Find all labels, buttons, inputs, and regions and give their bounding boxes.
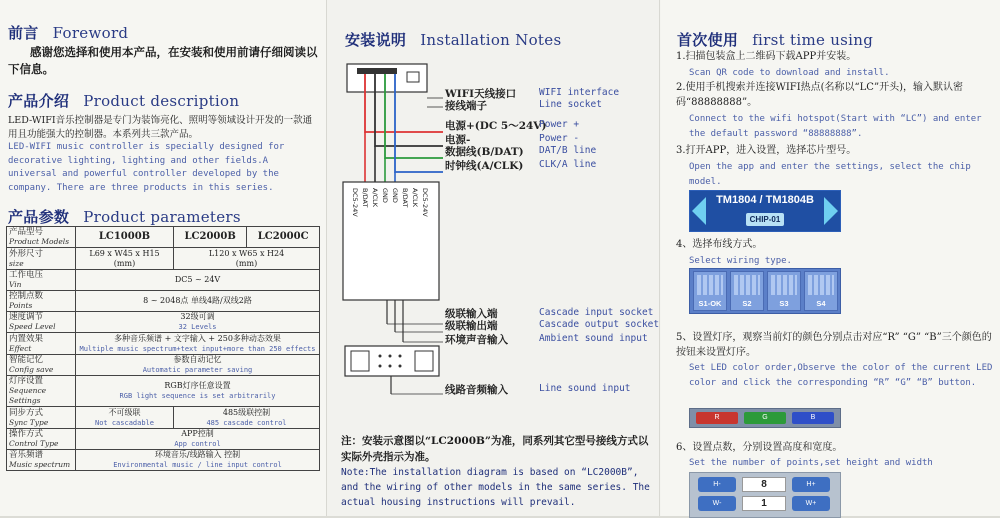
pin-label: DC5-24V — [421, 188, 429, 217]
install-label-en: Cascade input socket — [539, 307, 654, 318]
wiring-pattern — [808, 275, 834, 295]
step-1-en: Scan QR code to download and install. — [689, 68, 890, 78]
pin-label: A/CLK — [371, 188, 379, 208]
param-label — [7, 407, 76, 429]
terminal-block-top — [357, 68, 397, 74]
param-value — [76, 407, 174, 429]
param-value-cn: LC1000B — [98, 231, 151, 242]
param-label-cn: 内置效果 — [9, 333, 44, 344]
installation-note-en: Note:The installation diagram is based on “LC2000B”, and the wiring of other models in the same series. The actual housing instructions will prevail. — [341, 467, 650, 508]
param-value-en: 32 Levels — [178, 323, 217, 331]
product-description-en: LED-WIFI music controller is specially designed for decorative lighting, lighting and other fields.A universal and powerful controller developed by the company. There are three products in this series. — [8, 142, 285, 193]
param-label — [7, 450, 76, 471]
param-label-en: Points — [9, 301, 33, 310]
param-value-cn: 参数自动记忆 — [173, 355, 222, 364]
step-6-cn: 6、设置点数，分别设置高度和宽度。 — [676, 442, 843, 453]
wiring-option-label: S4 — [816, 299, 826, 308]
table-row — [7, 407, 320, 429]
param-label-en: Music spectrum — [9, 460, 71, 469]
param-value — [76, 291, 320, 312]
param-value-cn: RGB灯序任意设置 — [164, 381, 231, 390]
param-label-en: Product Models — [9, 237, 70, 246]
product-parameters-heading: 产品参数 Product parameters — [8, 208, 241, 226]
install-label-en: WIFI interface — [539, 87, 620, 98]
install-label-cn: 电源- — [445, 134, 471, 146]
table-row — [7, 333, 320, 355]
wiring-option-2[interactable] — [730, 271, 764, 311]
table-row — [7, 291, 320, 312]
param-value — [76, 376, 320, 407]
wiring-diagram — [335, 54, 445, 404]
param-value — [76, 450, 320, 471]
install-label-en: Line sound input — [539, 383, 631, 394]
chip-model-name: TM1804 / TM1804B — [716, 194, 814, 206]
pin-label: GND — [381, 188, 389, 203]
pin-label: B/DAT — [361, 188, 369, 208]
table-row — [7, 270, 320, 291]
table-row — [7, 312, 320, 333]
param-label — [7, 333, 76, 355]
step-4-en: Select wiring type. — [689, 256, 792, 266]
param-label — [7, 429, 76, 450]
width-value[interactable]: 1 — [742, 496, 786, 511]
table-row — [7, 227, 320, 248]
param-label — [7, 270, 76, 291]
param-label-cn: 智能记忆 — [9, 355, 44, 365]
param-label-cn: 操作方式 — [9, 429, 44, 439]
param-label-en: Effect — [9, 343, 32, 353]
param-value-cn: DC5 ~ 24V — [174, 275, 221, 284]
param-value-en: Multiple music spectrum+text input+more than 250 effects — [79, 344, 316, 353]
install-label-cn: 时钟线(A/CLK) — [445, 160, 524, 172]
param-label — [7, 291, 76, 312]
param-value — [76, 227, 174, 248]
wiring-option-1[interactable] — [693, 271, 727, 311]
param-value-en: 485 cascade control — [206, 418, 287, 427]
pin-label: GND — [391, 188, 399, 203]
param-value-cn: 环境音乐/线路输入 控制 — [154, 450, 241, 459]
param-label-en: Vin — [9, 280, 22, 289]
wiring-pattern — [734, 275, 760, 295]
install-label-en: Line socket — [539, 99, 602, 110]
wiring-option-label: S2 — [742, 299, 752, 308]
panel-foreword — [0, 0, 326, 516]
install-label-cn: WIFI天线接口 — [445, 88, 517, 100]
install-label-en: Power - — [539, 133, 580, 144]
width-plus-button[interactable]: W+ — [792, 496, 830, 511]
wiring-option-4[interactable] — [804, 271, 838, 311]
table-row — [7, 450, 320, 471]
wiring-pattern — [771, 275, 797, 295]
height-value[interactable]: 8 — [742, 477, 786, 492]
table-row — [7, 355, 320, 376]
width-row — [694, 496, 836, 511]
install-label-en: Cascade output socket — [539, 319, 660, 330]
installation-note-cn: 注：安装示意图以“LC2000B”为准，同系列其它型号接线方式以实际外壳指示为准。 — [341, 435, 649, 463]
param-label-cn: 工作电压 — [9, 270, 44, 280]
width-minus-button[interactable]: W- — [698, 496, 736, 511]
param-value-en: Not cascadable — [94, 418, 154, 427]
table-row — [7, 376, 320, 407]
param-label — [7, 355, 76, 376]
param-value — [247, 227, 320, 248]
step-1-cn: 1.扫描包装盒上二维码下载APP并安装。 — [676, 51, 857, 62]
pin-label: A/CLK — [411, 188, 419, 208]
rgb-button-b[interactable]: B — [792, 412, 834, 424]
chip-id-badge: CHIP-01 — [746, 213, 784, 226]
param-label-en: Sync Type — [9, 417, 49, 427]
rgb-button-g[interactable]: G — [744, 412, 786, 424]
param-value-en: App control — [174, 440, 221, 448]
param-value — [174, 227, 247, 248]
step-3-cn: 3.打开APP，进入设置，选择芯片型号。 — [676, 145, 857, 156]
rgb-button-r[interactable]: R — [696, 412, 738, 424]
first-use-heading: 首次使用 first time using — [677, 31, 874, 49]
install-label-cn: 级联输入端 — [445, 308, 498, 320]
chip-model-selector[interactable] — [689, 190, 841, 232]
points-setting — [689, 472, 841, 518]
install-label-cn: 线路音频输入 — [445, 384, 508, 396]
param-label-cn: 灯序设置 — [9, 376, 44, 386]
param-label-en: Config save — [9, 365, 54, 374]
installation-heading: 安装说明 Installation Notes — [345, 31, 562, 49]
product-description-cn: LED-WIFI音乐控制器是专门为装饰亮化、照明等领域设计开发的一款通用且功能强大的控制器。本系列共三款产品。 — [8, 115, 313, 140]
param-value-cn: LC2000C — [257, 231, 309, 242]
parameters-table — [6, 226, 320, 471]
height-minus-button[interactable]: H- — [698, 477, 736, 492]
param-label-cn: 产品型号 — [9, 227, 44, 237]
step-3-en: Open the app and enter the settings, select the chip model. — [689, 162, 971, 187]
foreword-heading: 前言 Foreword — [8, 24, 129, 42]
param-label-cn: 外形尺寸 — [9, 248, 44, 259]
install-label-en: Ambient sound input — [539, 333, 648, 344]
param-value-cn: 8 ~ 2048点 单线4路/双线2路 — [143, 296, 252, 305]
height-plus-button[interactable]: H+ — [792, 477, 830, 492]
param-label-en: Speed Level — [9, 322, 56, 331]
param-label-cn: 控制点数 — [9, 291, 44, 301]
param-value-cn: L120 x W65 x H24 (mm) — [208, 248, 285, 268]
pin-label: B/DAT — [401, 188, 409, 208]
param-value — [76, 333, 320, 355]
param-value-cn: LC2000B — [184, 231, 236, 242]
wiring-pattern — [697, 275, 723, 295]
param-value-cn: 485级联控制 — [222, 407, 271, 417]
param-value — [76, 270, 320, 291]
param-value — [174, 407, 320, 429]
install-label-cn: 数据线(B/DAT) — [445, 146, 524, 158]
wiring-option-label: S3 — [779, 299, 789, 308]
param-label-cn: 同步方式 — [9, 407, 44, 418]
param-label-cn: 音乐频谱 — [9, 450, 44, 460]
wiring-type-selector — [689, 268, 841, 314]
height-row — [694, 477, 836, 492]
param-label-en: Sequence Settings — [9, 386, 47, 405]
rgb-order-buttons — [689, 408, 841, 428]
wiring-option-3[interactable] — [767, 271, 801, 311]
install-label-en: CLK/A line — [539, 159, 597, 170]
param-label-en: size — [9, 258, 24, 268]
pin-label: DC5-24V — [351, 188, 359, 217]
panel-installation — [326, 0, 660, 516]
param-label — [7, 227, 76, 248]
step-4-cn: 4、选择布线方式。 — [676, 239, 763, 250]
param-value — [174, 248, 320, 270]
step-5-en: Set LED color order,Observe the color of the current LED color and click the corresponding “R” “G” “B” button. — [689, 363, 993, 388]
param-value — [76, 355, 320, 376]
param-value-cn: 32级可调 — [180, 312, 215, 321]
product-description-heading: 产品介绍 Product description — [8, 92, 240, 110]
param-value-en: Environmental music / line input control — [113, 461, 282, 469]
step-5-cn: 5、设置灯序，观察当前灯的颜色分别点击对应“R” “G” “B”三个颜色的按钮来设置灯序。 — [676, 332, 992, 358]
param-value-cn: 多种音乐频谱 + 文字输入 + 250多种动态效果 — [114, 333, 281, 343]
param-label-en: Control Type — [9, 439, 59, 448]
step-2-en: Connect to the wifi hotspot(Start with “LC”) and enter the default password “88888888”. — [689, 114, 982, 139]
param-value-en: RGB light sequence is set arbitrarily — [119, 392, 276, 400]
step-6-en: Set the number of points,set height and width — [689, 458, 933, 468]
install-label-en: DAT/B line — [539, 145, 597, 156]
install-label-cn: 电源+(DC 5～24V) — [445, 120, 547, 132]
param-value — [76, 429, 320, 450]
param-value-cn: 不可级联 — [108, 407, 141, 417]
param-value — [76, 248, 174, 270]
param-label — [7, 248, 76, 270]
param-label — [7, 312, 76, 333]
install-label-en: Power + — [539, 119, 580, 130]
install-label-cn: 接线端子 — [445, 100, 487, 112]
param-value — [76, 312, 320, 333]
param-label — [7, 376, 76, 407]
param-value-cn: APP控制 — [181, 429, 214, 438]
wiring-option-label: S1-OK — [698, 299, 722, 308]
param-value-cn: L69 x W45 x H15 (mm) — [89, 248, 160, 268]
param-label-cn: 速度调节 — [9, 312, 44, 322]
table-row — [7, 248, 320, 270]
param-value-en: Automatic parameter saving — [142, 366, 253, 374]
foreword-text: 感谢您选择和使用本产品，在安装和使用前请仔细阅读以下信息。 — [8, 45, 318, 76]
install-label-cn: 环境声音输入 — [445, 334, 508, 346]
step-2-cn: 2.使用手机搜索并连接WIFI热点(名称以“LC”开头)，输入默认密码“88888888”。 — [676, 82, 963, 108]
install-label-cn: 级联输出端 — [445, 320, 498, 332]
table-row — [7, 429, 320, 450]
